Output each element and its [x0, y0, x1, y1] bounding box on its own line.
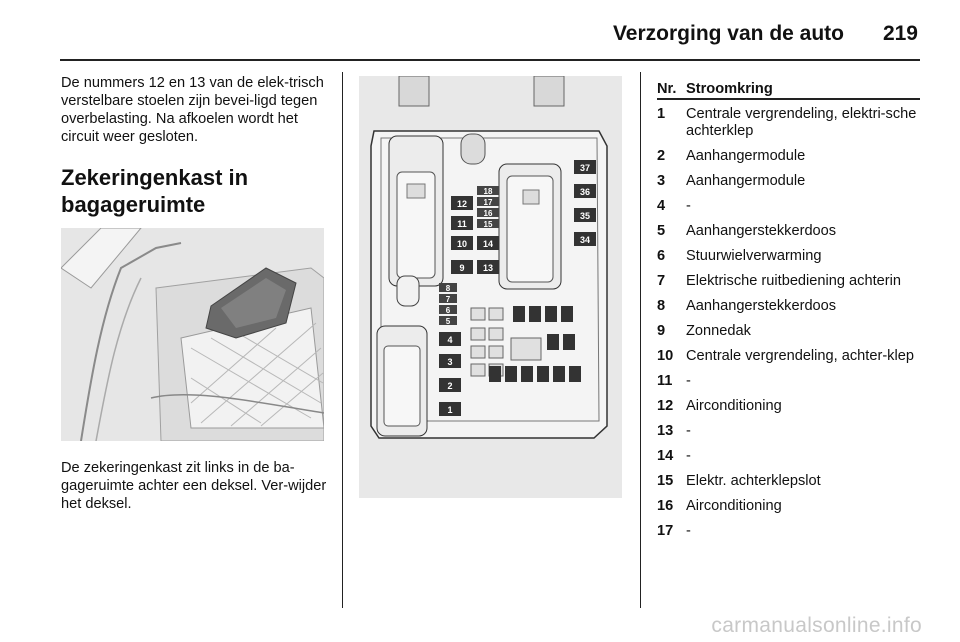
header-title: Verzorging van de auto	[612, 22, 844, 45]
fuse-label-5: 5	[445, 317, 451, 326]
table-row	[657, 273, 920, 290]
table-row	[657, 473, 920, 490]
row-number: 2	[657, 148, 666, 164]
table-row	[657, 398, 920, 415]
fuse-label-3: 3	[447, 357, 453, 367]
row-circuit: -	[686, 423, 691, 439]
row-circuit: Zonnedak	[686, 323, 751, 339]
column-divider-left	[342, 72, 343, 608]
fuse-label-15: 15	[483, 220, 493, 229]
header-divider	[60, 59, 920, 61]
row-circuit: Centrale vergrendeling, elektri-sche achterklep	[686, 106, 917, 139]
fuse-table	[657, 80, 920, 548]
fuse-label-17: 17	[483, 198, 493, 207]
row-number: 1	[657, 106, 666, 122]
row-circuit: Airconditioning	[686, 398, 782, 414]
fuse-label-8: 8	[445, 284, 451, 293]
fuse-label-1: 1	[447, 405, 453, 415]
row-number: 17	[657, 523, 674, 539]
table-row	[657, 248, 920, 265]
row-number: 12	[657, 398, 674, 414]
fuse-label-16: 16	[483, 209, 493, 218]
row-number: 6	[657, 248, 666, 264]
table-row	[657, 348, 920, 365]
row-number: 7	[657, 273, 666, 289]
table-row	[657, 373, 920, 390]
row-circuit: Centrale vergrendeling, achter-klep	[686, 348, 914, 364]
fuse-label-34: 34	[579, 235, 591, 245]
row-number: 16	[657, 498, 674, 514]
fuse-label-12: 12	[456, 199, 468, 209]
table-row	[657, 523, 920, 540]
caption-block	[61, 459, 327, 513]
row-circuit: Aanhangerstekkerdoos	[686, 223, 837, 239]
row-number: 3	[657, 173, 666, 189]
column-header-nr: Nr.	[657, 81, 677, 97]
row-circuit: Stuurwielverwarming	[686, 248, 822, 264]
row-number: 15	[657, 473, 674, 489]
fuse-label-6: 6	[445, 306, 451, 315]
fuse-label-36: 36	[579, 187, 591, 197]
table-row	[657, 223, 920, 240]
page-number: 219	[882, 22, 918, 45]
page-header	[0, 0, 960, 62]
row-number: 9	[657, 323, 666, 339]
fuse-label-9: 9	[459, 263, 465, 273]
left-column	[61, 74, 327, 218]
fuse-label-13: 13	[482, 263, 494, 273]
table-row	[657, 106, 920, 140]
fuse-box-drawing	[359, 76, 622, 498]
row-circuit: Aanhangermodule	[686, 148, 806, 164]
section-heading: Zekeringenkast in bagageruimte	[61, 165, 249, 217]
fuse-label-4: 4	[447, 335, 453, 345]
row-circuit: Elektrische ruitbediening achterin	[686, 273, 901, 289]
table-body	[657, 106, 920, 540]
column-divider-right	[640, 72, 641, 608]
row-circuit: -	[686, 373, 691, 389]
table-row	[657, 498, 920, 515]
row-number: 8	[657, 298, 666, 314]
watermark: carmanualsonline.info	[711, 614, 922, 637]
fuse-label-2: 2	[447, 381, 453, 391]
fuse-label-10: 10	[456, 239, 468, 249]
fuse-label-11: 11	[457, 219, 467, 229]
row-number: 10	[657, 348, 674, 364]
caption-paragraph: De zekeringenkast zit links in de ba-gageruimte achter een deksel. Ver-wijder het deksel.	[61, 460, 327, 512]
row-circuit: Aanhangermodule	[686, 173, 806, 189]
row-number: 5	[657, 223, 666, 239]
table-row	[657, 448, 920, 465]
table-row	[657, 423, 920, 440]
row-circuit: Aanhangerstekkerdoos	[686, 298, 837, 314]
row-circuit: -	[686, 198, 691, 214]
trunk-illustration	[61, 228, 324, 441]
row-number: 13	[657, 423, 674, 439]
row-number: 4	[657, 198, 666, 214]
row-number: 11	[657, 373, 673, 389]
fuse-label-18: 18	[483, 187, 493, 196]
column-header-circuit: Stroomkring	[686, 81, 773, 97]
table-header	[657, 80, 920, 100]
table-row	[657, 323, 920, 340]
row-circuit: Airconditioning	[686, 498, 782, 514]
fuse-label-14: 14	[482, 239, 494, 249]
table-row	[657, 198, 920, 215]
fuse-label-35: 35	[579, 211, 591, 221]
table-row	[657, 173, 920, 190]
trunk-photo	[61, 228, 324, 441]
fuse-label-37: 37	[579, 163, 591, 173]
row-number: 14	[657, 448, 674, 464]
row-circuit: -	[686, 523, 691, 539]
row-circuit: -	[686, 448, 691, 464]
intro-paragraph: De nummers 12 en 13 van de elek-trisch verstelbare stoelen zijn bevei-ligd tegen overbelasting. Na afkoelen wordt het circuit weer gesloten.	[61, 75, 324, 145]
table-row	[657, 148, 920, 165]
fuse-box-diagram	[359, 76, 622, 498]
row-circuit: Elektr. achterklepslot	[686, 473, 821, 489]
fuse-label-7: 7	[445, 295, 451, 304]
table-row	[657, 298, 920, 315]
